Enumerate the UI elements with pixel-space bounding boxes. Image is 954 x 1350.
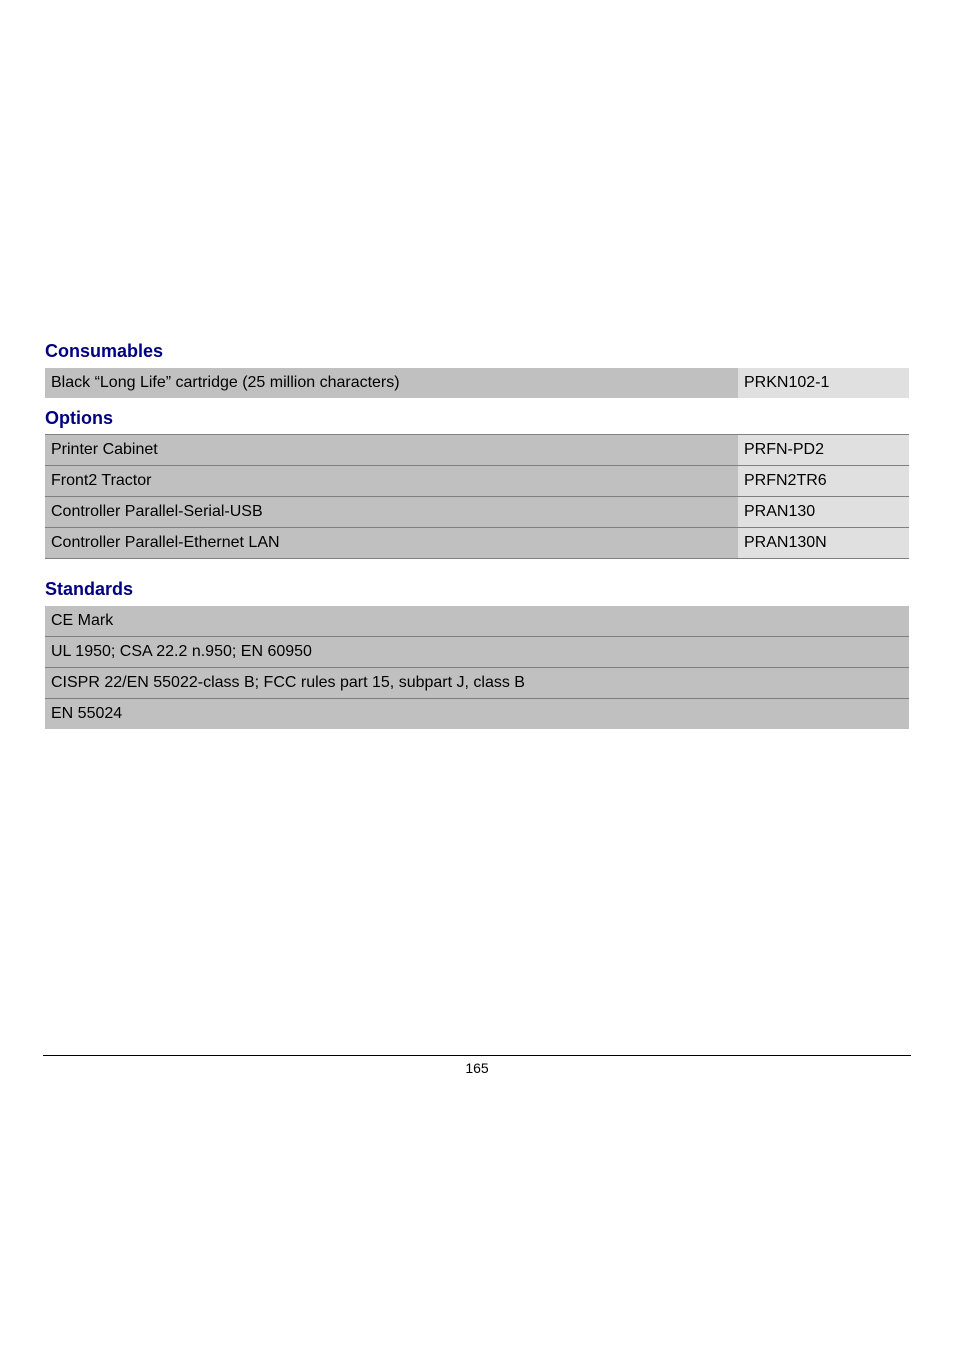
table-row [45, 637, 909, 668]
table-row [45, 528, 909, 559]
standard-entry: CISPR 22/EN 55022-class B; FCC rules part 15, subpart J, class B [45, 668, 909, 698]
standards-heading: Standards [45, 579, 134, 599]
item-code: PRKN102-1 [738, 368, 909, 398]
item-description: Controller Parallel-Serial-USB [45, 497, 738, 527]
table-row [45, 497, 909, 528]
item-code: PRFN2TR6 [738, 466, 909, 496]
consumables-table [45, 368, 909, 398]
standard-entry: UL 1950; CSA 22.2 n.950; EN 60950 [45, 637, 909, 667]
footer-divider [43, 1055, 911, 1056]
table-row [45, 466, 909, 497]
options-heading: Options [45, 408, 113, 428]
table-row [45, 434, 909, 466]
item-description: Front2 Tractor [45, 466, 738, 496]
item-code: PRAN130 [738, 497, 909, 527]
standard-entry: CE Mark [45, 606, 909, 636]
item-code: PRFN-PD2 [738, 435, 909, 465]
item-code: PRAN130N [738, 528, 909, 558]
table-row [45, 699, 909, 729]
consumables-heading: Consumables [45, 341, 164, 361]
standard-entry: EN 55024 [45, 699, 909, 729]
options-table [45, 434, 909, 559]
item-description: Black “Long Life” cartridge (25 million characters) [45, 368, 738, 398]
item-description: Controller Parallel-Ethernet LAN [45, 528, 738, 558]
standards-table [45, 606, 909, 729]
page-number: 165 [465, 1060, 489, 1076]
table-row [45, 668, 909, 699]
table-row [45, 368, 909, 398]
item-description: Printer Cabinet [45, 435, 738, 465]
table-row [45, 606, 909, 637]
